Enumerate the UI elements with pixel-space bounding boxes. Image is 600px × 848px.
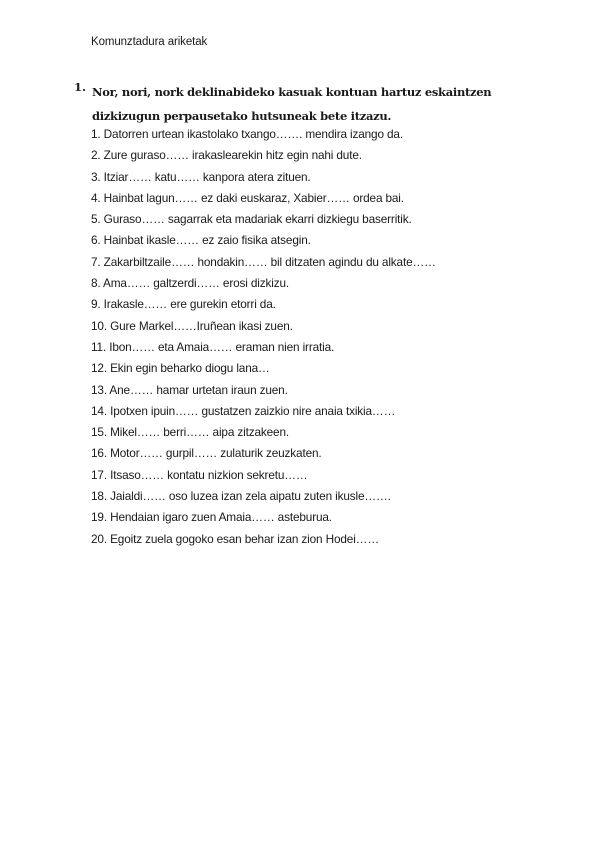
exercise-item: 12. Ekin egin beharko diogu lana… xyxy=(91,361,270,376)
exercise-item: 7. Zakarbiltzaile…… hondakin…… bil ditzaten agindu du alkate…… xyxy=(91,254,436,269)
exercise-list xyxy=(91,124,436,550)
exercise-item: 19. Hendaian igaro zuen Amaia…… asteburua. xyxy=(91,510,332,525)
exercise-item: 9. Irakasle…… ere gurekin etorri da. xyxy=(91,297,276,312)
task-instruction: Nor, nori, nork deklinabideko kasuak kontuan hartuz eskaintzen dizkizugun perpausetako hutsuneak bete itzazu. xyxy=(92,85,492,123)
exercise-item: 11. Ibon…… eta Amaia…… eraman nien irratia. xyxy=(91,339,335,354)
exercise-item: 20. Egoitz zuela gogoko esan behar izan zion Hodei…… xyxy=(91,531,379,546)
exercise-item: 18. Jaialdi…… oso luzea izan zela aipatu zuten ikusle……. xyxy=(91,489,391,504)
exercise-item: 14. Ipotxen ipuin…… gustatzen zaizkio nire anaia txikia…… xyxy=(91,403,396,418)
exercise-item: 8. Ama…… galtzerdi…… erosi dizkizu. xyxy=(91,276,289,291)
exercise-item: 10. Gure Markel……Iruñean ikasi zuen. xyxy=(91,318,293,333)
exercise-item: 4. Hainbat lagun…… ez daki euskaraz, Xabier…… ordea bai. xyxy=(91,190,404,205)
document-title: Komunztadura ariketak xyxy=(91,36,208,48)
exercise-item: 3. Itziar…… katu…… kanpora atera zituen. xyxy=(91,169,311,184)
exercise-item: 6. Hainbat ikasle…… ez zaio fisika atsegin. xyxy=(91,233,311,248)
exercise-item: 17. Itsaso…… kontatu nizkion sekretu…… xyxy=(91,467,308,482)
exercise-item: 5. Guraso…… sagarrak eta madariak ekarri dizkiegu baserritik. xyxy=(91,212,412,227)
exercise-item: 15. Mikel…… berri…… aipa zitzakeen. xyxy=(91,425,289,440)
task-number: 1. xyxy=(74,80,87,94)
exercise-item: 1. Datorren urtean ikastolako txango……. mendira izango da. xyxy=(91,127,403,141)
exercise-item: 2. Zure guraso…… irakaslearekin hitz egin nahi dute. xyxy=(91,148,362,163)
exercise-item: 13. Ane…… hamar urtetan iraun zuen. xyxy=(91,382,288,397)
exercise-item: 16. Motor…… gurpil…… zulaturik zeuzkaten. xyxy=(91,446,322,461)
